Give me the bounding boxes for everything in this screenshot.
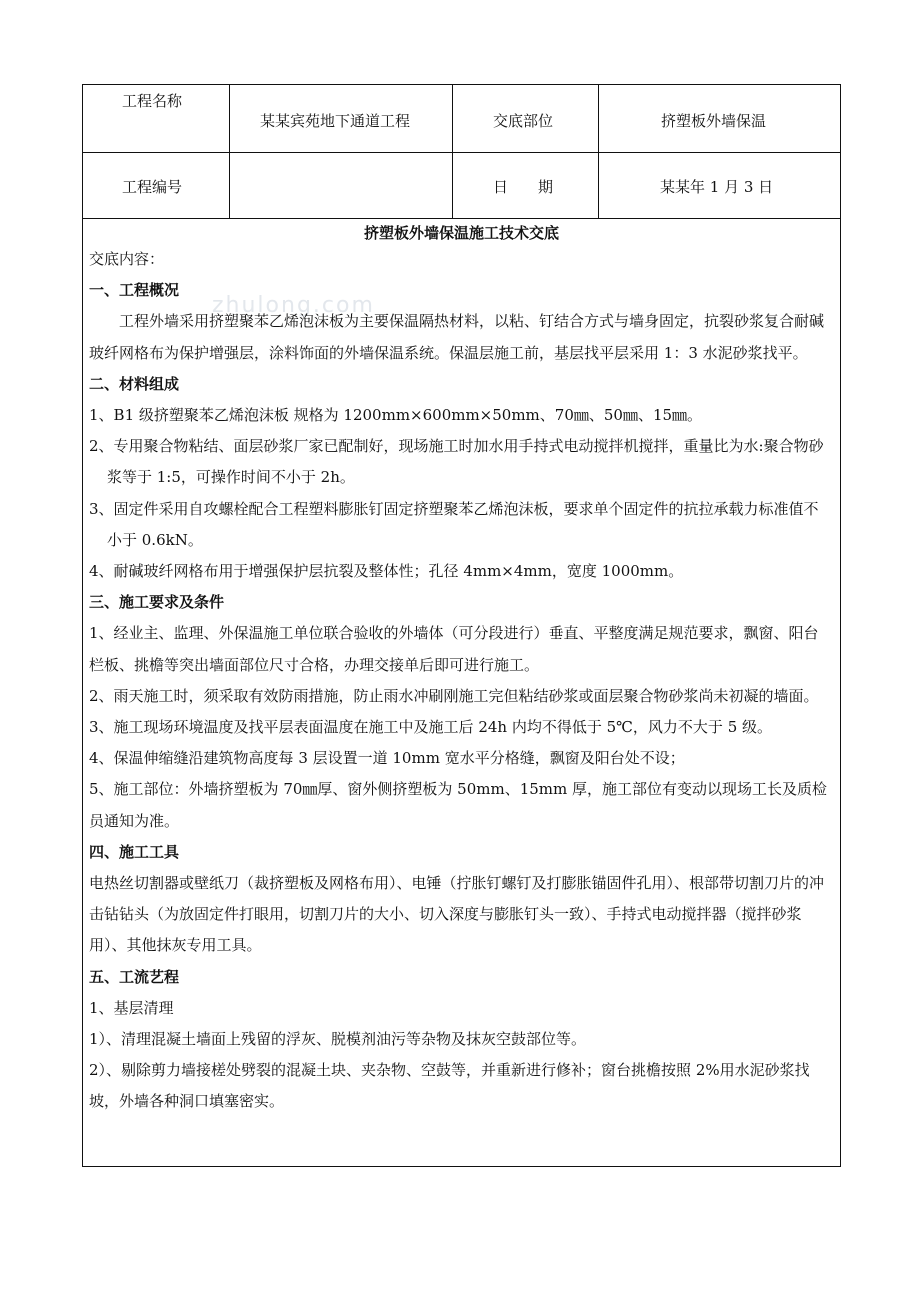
list-item: 2、专用聚合物粘结、面层砂浆厂家已配制好，现场施工时加水用手持式电动搅拌机搅拌，重量比为水:聚合物砂浆等于 1:5，可操作时间不小于 2h。 [89,437,824,487]
header-divider-1 [229,84,230,218]
section-heading: 四、施工工具 [89,842,180,861]
list-item: 1、B1 级挤塑聚苯乙烯泡沫板 规格为 1200mm×600mm×50mm、70㎜、50㎜、15㎜。 [89,406,703,425]
section-heading: 二、材料组成 [89,374,180,393]
watermark-logo: zhulong.com [212,293,375,318]
date-value: 某某年 1 月 3 日 [660,178,774,196]
project-name-label: 工程名称 [122,92,183,110]
list-item: 3、施工现场环境温度及找平层表面温度在施工中及施工后 24h 内均不得低于 5℃，风力不大于 5 级。 [89,718,773,737]
header-divider-2 [452,84,453,218]
list-item: 4、耐碱玻纤网格布用于增强保护层抗裂及整体性；孔径 4mm×4mm，宽度 1000mm。 [89,562,684,581]
list-item: 1、经业主、监理、外保温施工单位联合验收的外墙体（可分段进行）垂直、平整度满足规范要求，飘窗、阳台栏板、挑檐等突出墙面部位尺寸合格，办理交接单后即可进行施工。 [89,624,819,674]
section-heading: 五、工流艺程 [89,967,180,986]
list-item: 4、保温伸缩缝沿建筑物高度每 3 层设置一道 10mm 宽水平分格缝，飘窗及阳台处不设； [89,749,685,768]
list-item: 2）、剔除剪力墙接槎处劈裂的混凝土块、夹杂物、空鼓等，并重新进行修补；窗台挑檐按照 2%用水泥砂浆找坡，外墙各种洞口填塞密实。 [89,1061,810,1111]
paragraph: 电热丝切割器或壁纸刀（裁挤塑板及网格布用）、电锤（拧胀钉螺钉及打膨胀锚固件孔用）、根部带切割刀片的冲击钻钻头（为放固定件打眼用，切割刀片的大小、切入深度与膨胀钉头一致）、手持式电动搅拌器（搅拌砂浆用）、其他抹灰专用工具。 [89,874,825,955]
handover-part-label: 交底部位 [493,112,554,130]
subheading: 1、基层清理 [89,998,174,1017]
header-row-divider [82,152,841,153]
project-no-label: 工程编号 [122,178,183,196]
section-heading: 一、工程概况 [89,281,180,300]
list-item: 2、雨天施工时，须采取有效防雨措施，防止雨水冲刷刚施工完但粘结砂浆或面层聚合物砂浆尚未初凝的墙面。 [89,686,819,705]
document-body [89,244,831,1118]
list-item: 5、施工部位：外墙挤塑板为 70㎜厚、窗外侧挤塑板为 50mm、15mm 厚，施工部位有变动以现场工长及质检员通知为准。 [89,780,828,830]
section-heading: 三、施工要求及条件 [89,593,225,612]
header-divider-3 [598,84,599,218]
date-label: 日 期 [493,178,554,196]
list-item: 3、固定件采用自攻螺栓配合工程塑料膨胀钉固定挤塑聚苯乙烯泡沫板，要求单个固定件的抗拉承载力标准值不小于 0.6kN。 [89,499,819,549]
project-name-value: 某某宾苑地下通道工程 [260,112,411,130]
document-title: 挤塑板外墙保温施工技术交底 [363,224,559,242]
handover-part-value: 挤塑板外墙保温 [661,112,767,130]
content-label: 交底内容： [89,250,165,268]
header-bottom-divider [82,218,841,219]
list-item: 1）、清理混凝土墙面上残留的浮灰、脱模剂油污等杂物及抹灰空鼓部位等。 [89,1030,587,1049]
paragraph: 工程外墙采用挤塑聚苯乙烯泡沫板为主要保温隔热材料，以粘、钉结合方式与墙身固定，抗裂砂浆复合耐碱玻纤网格布为保护增强层，涂料饰面的外墙保温系统。保温层施工前，基层找平层采用 1：3 水泥砂浆找平。 [89,312,825,362]
